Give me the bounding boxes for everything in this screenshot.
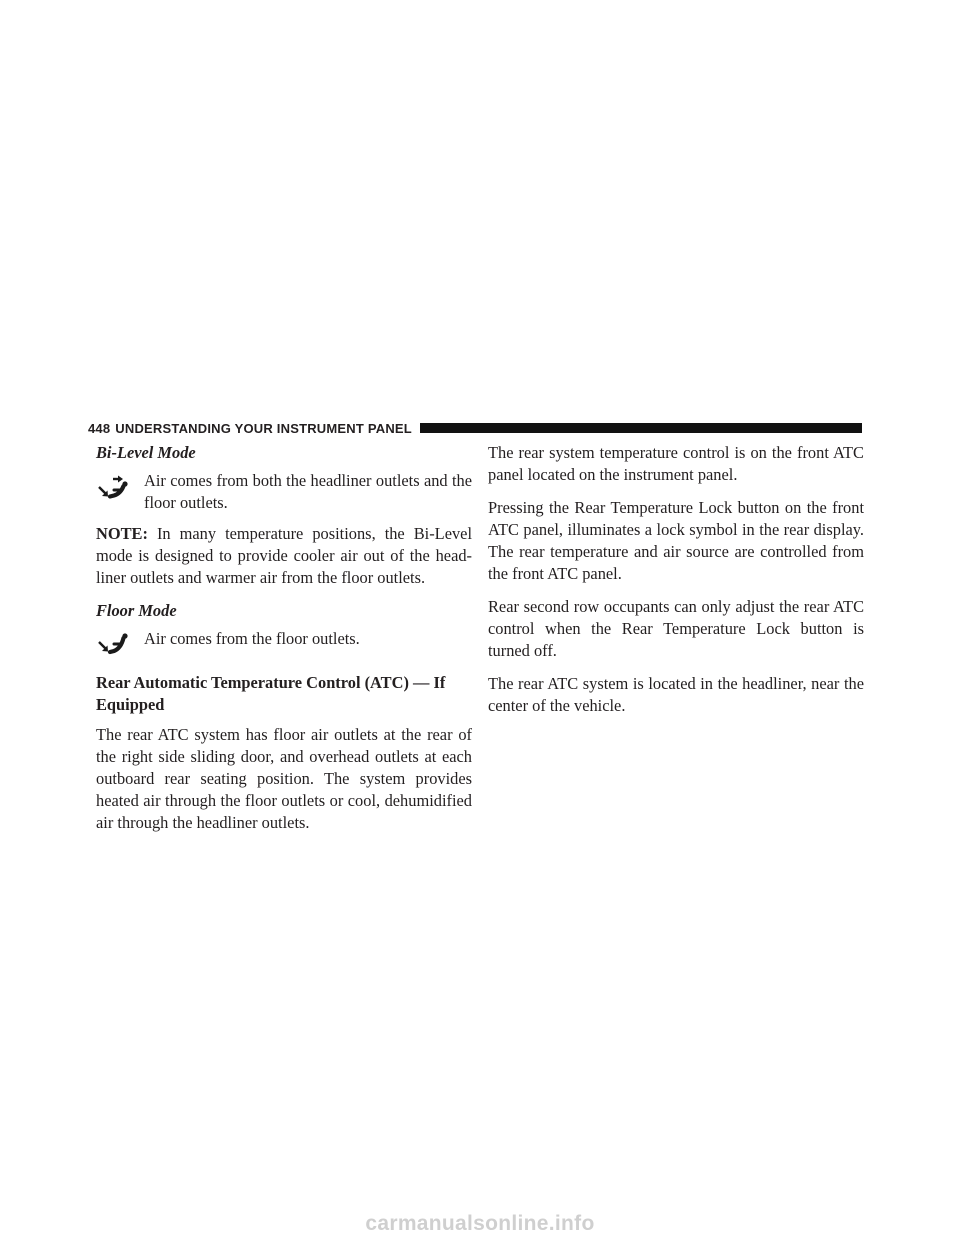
floor-mode-icon <box>96 628 144 662</box>
note-text: In many temperature positions, the Bi-Level mode is designed to provide cooler air out of the head-liner outlets and warmer air from the floor outlets. <box>96 524 472 587</box>
right-paragraph: Pressing the Rear Temperature Lock button on the front ATC panel, illuminates a lock symbol in the rear display. The rear temperature and air source are controlled from the front ATC panel. <box>488 498 864 583</box>
note-label: NOTE: <box>96 524 148 543</box>
floor-mode-heading: Floor Mode <box>96 601 177 620</box>
watermark: carmanualsonline.info <box>365 1212 595 1235</box>
bilevel-mode-description: Air comes from both the headliner outlets and the floor outlets. <box>144 471 472 512</box>
left-column <box>96 442 472 845</box>
rear-atc-heading: Rear Automatic Temperature Control (ATC) — If Equipped <box>96 673 446 714</box>
page-header <box>88 418 862 438</box>
right-paragraph: The rear ATC system is located in the headliner, near the center of the vehicle. <box>488 674 864 715</box>
right-paragraph: The rear system temperature control is on the front ATC panel located on the instrument panel. <box>488 443 864 484</box>
floor-mode-row <box>96 628 472 662</box>
right-column <box>488 442 864 728</box>
floor-mode-description: Air comes from the floor outlets. <box>144 629 360 648</box>
header-rule <box>420 423 862 433</box>
bilevel-mode-row <box>96 470 472 514</box>
right-paragraph: Rear second row occupants can only adjust the rear ATC control when the Rear Temperature Lock button is turned off. <box>488 597 864 660</box>
page-number: 448 <box>88 420 111 436</box>
note-paragraph <box>96 523 472 589</box>
section-title: UNDERSTANDING YOUR INSTRUMENT PANEL <box>115 420 412 436</box>
rear-atc-paragraph: The rear ATC system has floor air outlets at the rear of the right side sliding door, and overhead outlets at each outboard rear seating position. The system provides heated air through the floor outlets or cool, dehumidified air through the headliner outlets. <box>96 725 472 832</box>
bilevel-mode-icon <box>96 470 144 504</box>
bilevel-mode-heading: Bi-Level Mode <box>96 443 196 462</box>
